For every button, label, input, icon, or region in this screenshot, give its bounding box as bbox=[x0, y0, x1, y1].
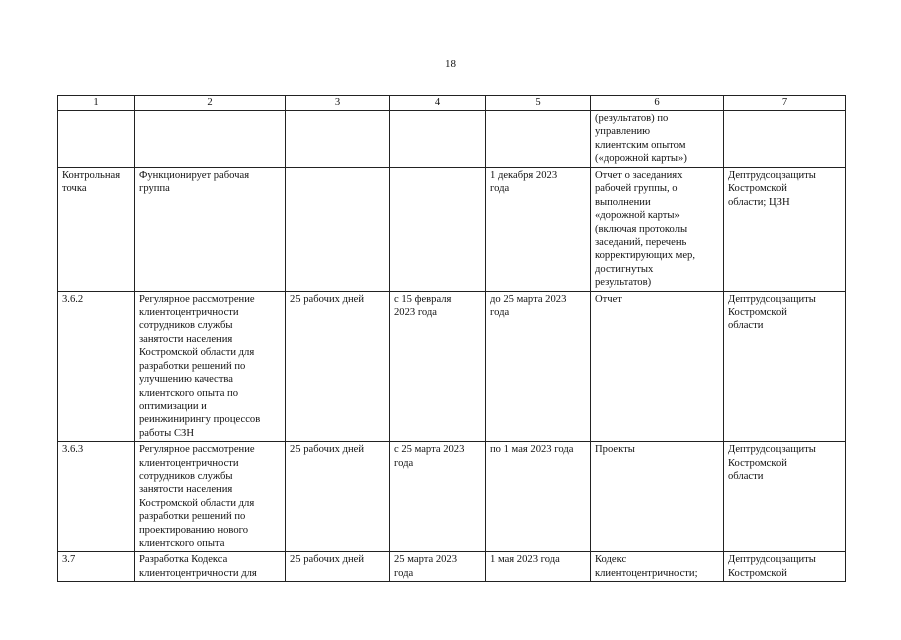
column-header: 7 bbox=[724, 96, 846, 111]
table-cell: Кодекс клиентоцентричности; bbox=[591, 552, 724, 582]
table-cell: с 15 февраля 2023 года bbox=[390, 291, 486, 441]
table-cell bbox=[390, 168, 486, 292]
table-cell bbox=[724, 111, 846, 168]
table-cell: 25 рабочих дней bbox=[286, 552, 390, 582]
table-header-row bbox=[58, 96, 846, 111]
table-row bbox=[58, 111, 846, 168]
table-cell: Регулярное рассмотрение клиентоцентричности сотрудников службы занятости населения Костромской области для разработки решений по улучшению качества клиентского опыта по оптимизации и реинжинирингу процессов работы СЗН bbox=[135, 291, 286, 441]
table-cell: Дептрудсоцзащиты Костромской области bbox=[724, 291, 846, 441]
table-cell: 25 марта 2023 года bbox=[390, 552, 486, 582]
column-header: 6 bbox=[591, 96, 724, 111]
plan-table bbox=[57, 95, 846, 582]
table-cell: Отчет bbox=[591, 291, 724, 441]
table-cell: по 1 мая 2023 года bbox=[486, 442, 591, 552]
column-header: 1 bbox=[58, 96, 135, 111]
column-header: 2 bbox=[135, 96, 286, 111]
table-cell: (результатов) по управлению клиентским опытом («дорожной карты») bbox=[591, 111, 724, 168]
table-cell: 3.6.3 bbox=[58, 442, 135, 552]
table-cell: 1 мая 2023 года bbox=[486, 552, 591, 582]
table-cell bbox=[286, 168, 390, 292]
table-cell bbox=[58, 111, 135, 168]
table-cell: Дептрудсоцзащиты Костромской области bbox=[724, 442, 846, 552]
table-cell: Проекты bbox=[591, 442, 724, 552]
table-row bbox=[58, 168, 846, 292]
table-cell bbox=[135, 111, 286, 168]
table-row bbox=[58, 442, 846, 552]
table-cell: Дептрудсоцзащиты Костромской bbox=[724, 552, 846, 582]
table-cell: Регулярное рассмотрение клиентоцентричности сотрудников службы занятости населения Костромской области для разработки решений по проектированию нового клиентского опыта bbox=[135, 442, 286, 552]
table-cell: 1 декабря 2023 года bbox=[486, 168, 591, 292]
table-cell: 3.6.2 bbox=[58, 291, 135, 441]
table-cell: Разработка Кодекса клиентоцентричности для bbox=[135, 552, 286, 582]
table-row bbox=[58, 291, 846, 441]
table-cell: с 25 марта 2023 года bbox=[390, 442, 486, 552]
table-cell: 25 рабочих дней bbox=[286, 291, 390, 441]
table-cell: Дептрудсоцзащиты Костромской области; ЦЗН bbox=[724, 168, 846, 292]
table-cell: Контрольная точка bbox=[58, 168, 135, 292]
table-cell bbox=[390, 111, 486, 168]
table-cell: 25 рабочих дней bbox=[286, 442, 390, 552]
page-number: 18 bbox=[445, 58, 456, 70]
table-row bbox=[58, 552, 846, 582]
column-header: 5 bbox=[486, 96, 591, 111]
table-cell: Функционирует рабочая группа bbox=[135, 168, 286, 292]
table-cell: до 25 марта 2023 года bbox=[486, 291, 591, 441]
column-header: 4 bbox=[390, 96, 486, 111]
table-cell: 3.7 bbox=[58, 552, 135, 582]
table-cell: Отчет о заседаниях рабочей группы, о выполнении «дорожной карты» (включая протоколы заседаний, перечень корректирующих мер, достигнутых результатов) bbox=[591, 168, 724, 292]
table-cell bbox=[486, 111, 591, 168]
table-cell bbox=[286, 111, 390, 168]
column-header: 3 bbox=[286, 96, 390, 111]
